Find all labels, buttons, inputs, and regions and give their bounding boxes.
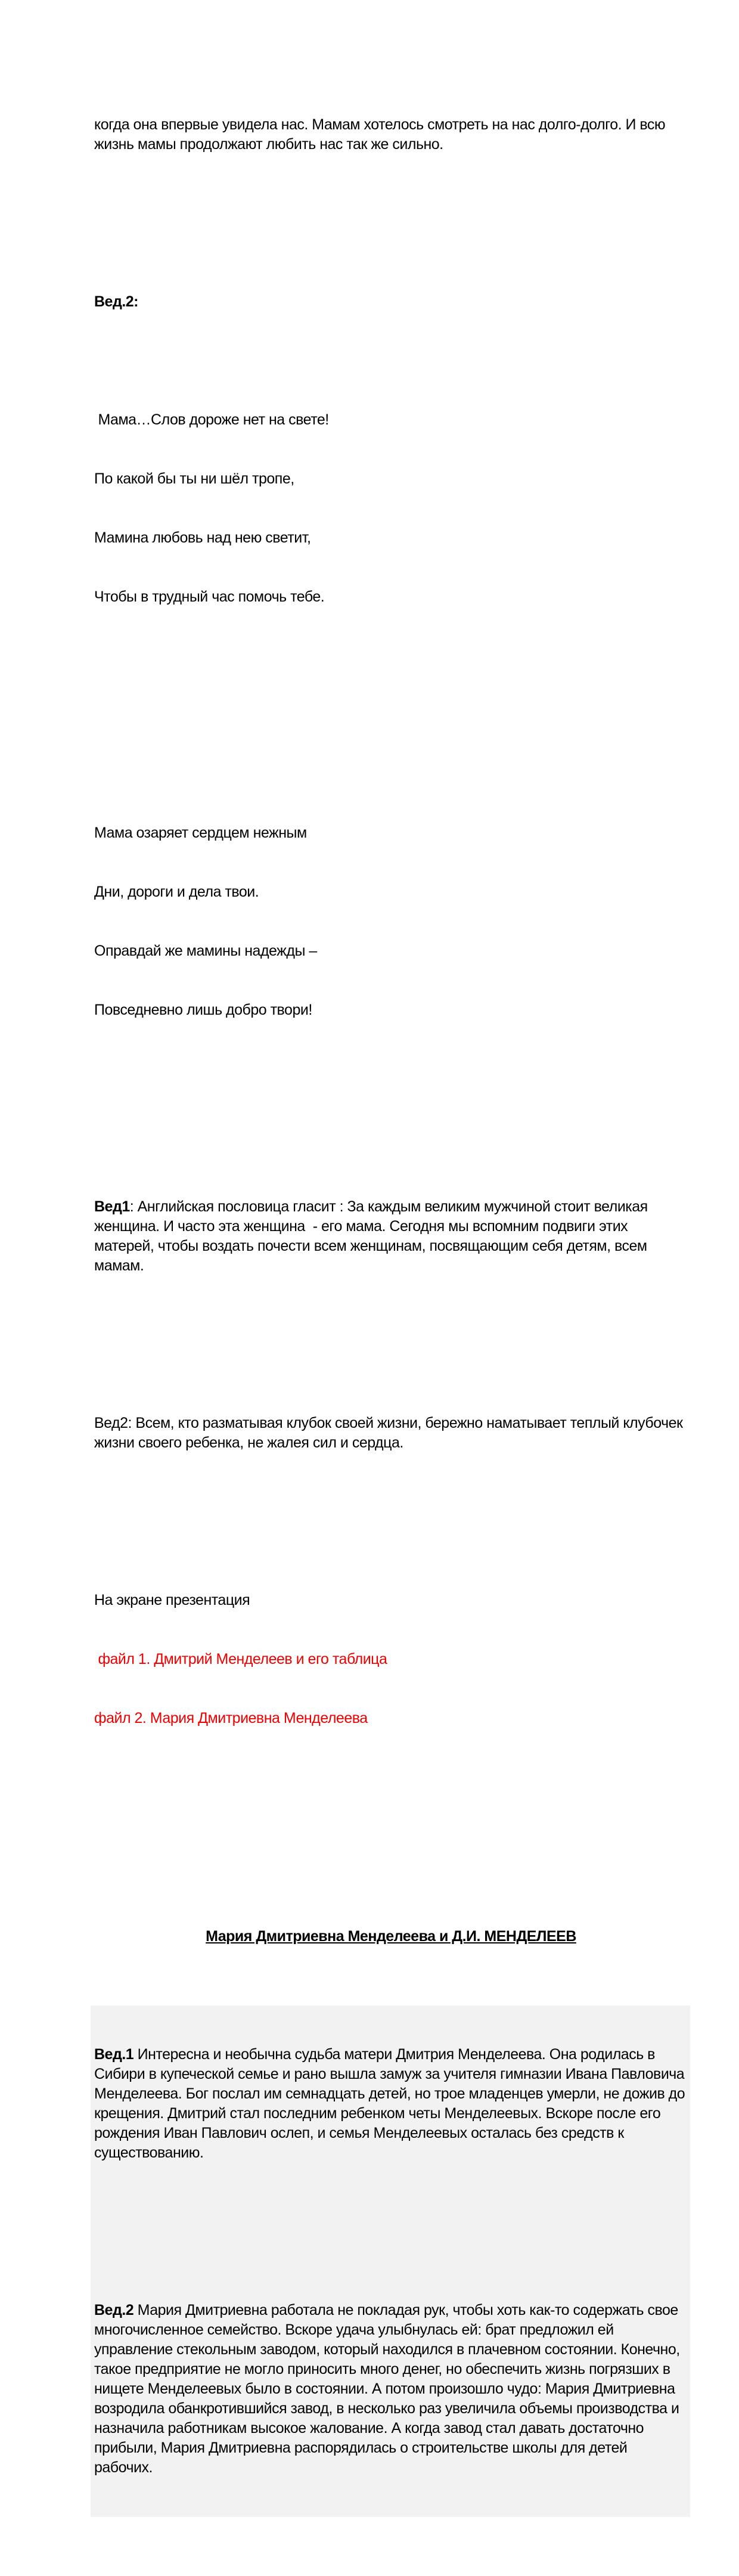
poem-line: Мамина любовь над нею светит, xyxy=(94,529,311,546)
ved2-paragraph: Вед2: Всем, кто разматывая клубок своей жизни, бережно наматывает теплый клубочек жизни своего ребенка, не жалея сил и сердца. xyxy=(94,1415,687,1451)
blank-line xyxy=(94,705,688,725)
poem-stanza-2 xyxy=(94,784,688,1059)
text-column xyxy=(94,56,688,2576)
blank-line xyxy=(94,1118,688,1138)
poem-line: Повседневно лишь добро твори! xyxy=(94,1002,312,1018)
blank-line xyxy=(94,1335,688,1354)
section-heading: Мария Дмитриевна Менделеева и Д.И. МЕНДЕЛЕЕВ xyxy=(206,1928,576,1945)
poem-line: Мама озаряет сердцем нежным xyxy=(94,824,307,841)
blank-line xyxy=(94,213,688,233)
poem-line: Мама…Слов дороже нет на свете! xyxy=(94,411,329,428)
intro-paragraph: когда она впервые увидела нас. Мамам хотелось смотреть на нас долго-долго. И всю жизнь мамы продолжают любить нас так же сильно. xyxy=(94,116,669,153)
mendeleeva-paragraph-1-text: Интересна и необычна судьба матери Дмитрия Менделеева. Она родилась в Сибири в купеческой семье и рано вышла замуж за учителя гимназии Ивана Павловича Менделеева. Бог послал им семнадцать детей, но трое младенцев умерли, не дожив до крещения. Дмитрий стал последним ребенком четы Менделеевых. Вскоре после его рождения Иван Павлович ослеп, и семья Менделеевых осталась без средств к существованию. xyxy=(94,2046,689,2161)
highlighted-block xyxy=(91,2005,690,2517)
speaker-label-ved1-mendeleev: Вед.1 xyxy=(94,2046,134,2063)
speaker-label-ved2: Вед.2: xyxy=(94,293,139,310)
blank-line xyxy=(94,2222,688,2242)
poem-line: По какой бы ты ни шёл тропе, xyxy=(94,470,294,487)
presentation-file-1: файл 1. Дмитрий Менделеев и его таблица xyxy=(94,1651,387,1667)
poem-stanza-1 xyxy=(94,371,688,646)
mendeleeva-paragraph-2-text: Мария Дмитриевна работала не покладая рук, чтобы хоть как-то содержать свое многочисленное семейство. Вскоре удача улыбнулась ей: брат предложил ей управление стекольным заводом, который находился в плачевном состоянии. Конечно, такое предприятие не могло приносить много денег, но обеспечить жизнь погрязших в нищете Менделеевых было в состоянии. А потом произошло чудо: Мария Дмитриевна возродила обанкротившийся завод, в несколько раз увеличила объемы производства и назначила работникам высокое жалование. А когда завод стал давать достаточно прибыли, Мария Дмитриевна распорядилась о строительстве школы для детей рабочих. xyxy=(94,2302,684,2476)
presentation-note: На экране презентация xyxy=(94,1592,250,1608)
speaker-label-ved2-mendeleev: Вед.2 xyxy=(94,2302,134,2318)
presentation-file-2: файл 2. Мария Дмитриевна Менделеева xyxy=(94,1710,368,1726)
ved1-paragraph xyxy=(94,1197,688,1276)
poem-line: Чтобы в трудный час помочь тебе. xyxy=(94,588,325,605)
ved1-paragraph-text: : Английская пословица гласит : За каждым великим мужчиной стоит великая женщина. И часто эта женщина - его мама. Сегодня мы вспомним подвиги этих матерей, чтобы воздать почести всем женщинам, посвящающим себя детям, всем мамам. xyxy=(94,1198,652,1274)
poem-line: Оправдай же мамины надежды – xyxy=(94,943,317,959)
blank-line xyxy=(94,1512,688,1532)
mendeleeva-paragraph-1 xyxy=(94,2045,688,2163)
speaker-label-ved1: Вед1 xyxy=(94,1198,130,1215)
mendeleeva-paragraph-2 xyxy=(94,2301,688,2478)
poem-line: Дни, дороги и дела твои. xyxy=(94,884,259,900)
section-gap xyxy=(94,1787,688,1868)
